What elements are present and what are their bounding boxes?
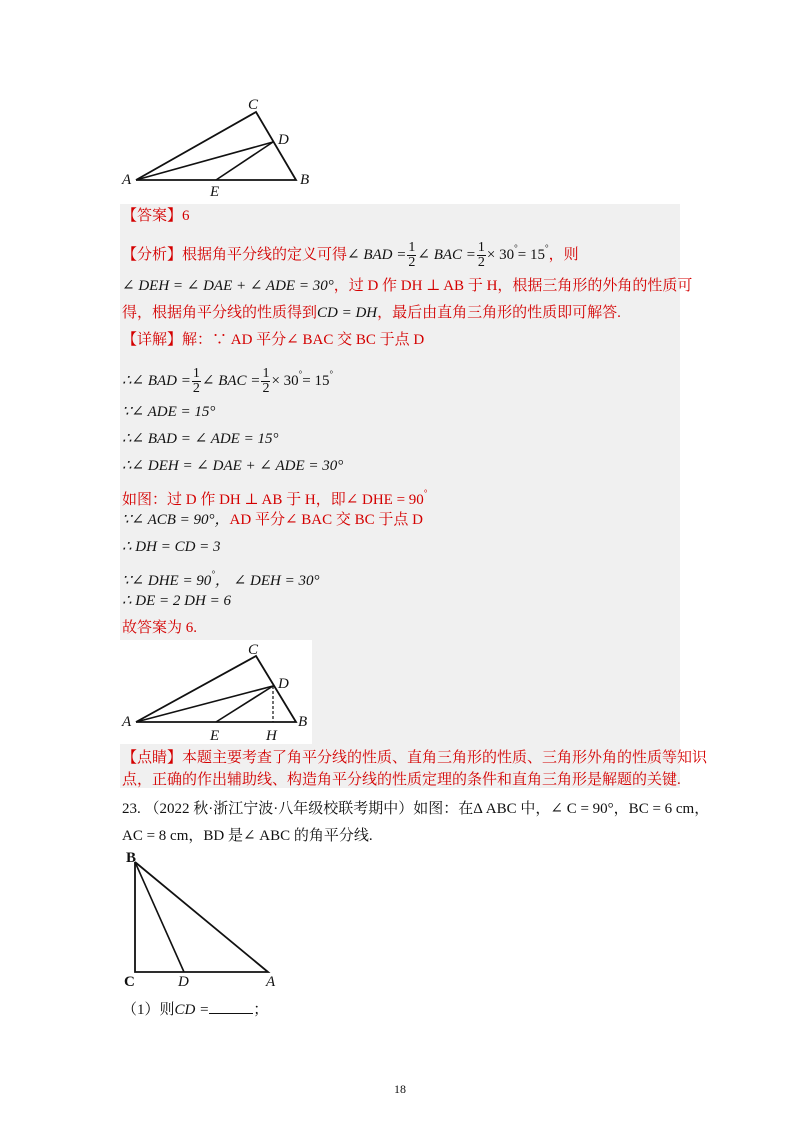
fig1-label-a: A (122, 172, 132, 188)
comment-line-2: 点，正确的作出辅助线、构造角平分线的性质定理的条件和直角三角形是解题的关键. (122, 772, 681, 788)
q23-part1-math: CD = (174, 1002, 210, 1018)
analysis-text-3b: ，最后由直角三角形的性质即可解答. (377, 305, 621, 321)
q23-part1-prefix: （1）则 (122, 1002, 175, 1018)
answer-value: 6 (182, 208, 190, 224)
detail-line-4: ∴∠ BAD = ∠ ADE = 15° (122, 431, 279, 447)
fraction-half: $\frac{1}{2}$ (262, 366, 270, 397)
q23-line-1: 23. （2022 秋·浙江宁波·八年级校联考期中）如图：在Δ ABC 中，∠ C = 90°，BC = 6 cm， (122, 801, 710, 817)
q23-part1-suffix: ； (253, 1002, 269, 1018)
fraction-half: $\frac{1}{2}$ (192, 366, 200, 397)
analysis-line-3 (122, 303, 621, 323)
analysis-line-2 (122, 276, 692, 296)
detail-line-6: 如图：过 D 作 DH ⊥ AB 于 H，即∠ DHE = 90° (122, 488, 428, 508)
detail-math-2c: × 30 (271, 373, 299, 389)
fig2-label-e: E (210, 728, 220, 744)
triangle-figure-2 (120, 640, 312, 744)
analysis-math-2: ∠ DEH = ∠ DAE + ∠ ADE = 30° (122, 278, 334, 294)
fig2-label-b: B (298, 714, 308, 730)
fig2-label-h: H (266, 728, 277, 744)
analysis-math-b: ∠ BAC = (417, 247, 476, 263)
detail-math-2a: ∴∠ BAD = (122, 373, 191, 389)
answer-blank[interactable] (209, 1001, 253, 1014)
analysis-math-a: ∠ BAD = (347, 247, 407, 263)
fig1-label-b: B (300, 172, 310, 188)
analysis-text-3a: 得，根据角平分线的性质得到 (122, 305, 318, 321)
detail-line-10: ∴ DE = 2 DH = 6 (122, 593, 231, 609)
analysis-text-1b: ，则 (548, 247, 579, 263)
analysis-tag: 【分析】 (122, 247, 183, 263)
analysis-line-1: 【分析】根据角平分线的定义可得∠ BAD = $\frac{1}{2}$ ∠ BAC = $\frac{1}{2}$ × 30°= 15°，则 (122, 240, 579, 271)
fraction-half: $\frac{1}{2}$ (408, 240, 416, 271)
answer-tag: 【答案】 (122, 208, 183, 224)
q23-part-1 (122, 1000, 268, 1020)
fig2-label-c: C (248, 642, 259, 658)
fig2-label-a: A (122, 714, 132, 730)
answer-line (122, 206, 190, 226)
comment-text-1: 本题主要考查了角平分线的性质、直角三角形的性质、三角形外角的性质等知识 (182, 750, 708, 766)
fig1-label-c: C (248, 97, 259, 113)
analysis-text-2: ，过 D 作 DH ⊥ AB 于 H，根据三角形的外角的性质可 (333, 278, 693, 294)
analysis-math-3: CD = DH (317, 305, 378, 321)
detail-line-8: ∴ DH = CD = 3 (122, 539, 221, 555)
page-number: 18 (394, 1082, 406, 1096)
comment-line-1 (122, 748, 707, 768)
q23-line-2: AC = 8 cm，BD 是∠ ABC 的角平分线. (122, 828, 373, 844)
detail-math-2b: ∠ BAC = (201, 373, 261, 389)
detail-line-2: ∴∠ BAD = $\frac{1}{2}$ ∠ BAC = $\frac{1}{2}$ × 30°= 15° (122, 366, 334, 397)
triangle-figure-1 (118, 92, 318, 202)
detail-line-1 (122, 330, 424, 350)
fig3-label-d: D (178, 974, 189, 990)
right-triangle-figure-3 (118, 848, 288, 990)
detail-text-7: AD 平分∠ BAC 交 BC 于点 D (229, 512, 423, 528)
detail-line-9: ∵∠ DHE = 90°， ∠ DEH = 30° (122, 569, 320, 589)
detail-line-11: 故答案为 6. (122, 620, 198, 636)
comment-tag: 【点睛】 (122, 750, 183, 766)
detail-math-9a: ∵∠ DHE = 90 (122, 573, 212, 589)
fig1-label-d: D (278, 132, 289, 148)
detail-math-9b: ， ∠ DEH = 30° (214, 573, 320, 589)
fig1-label-e: E (210, 184, 220, 200)
analysis-math-d: = 15 (517, 247, 545, 263)
detail-math-2d: = 15 (302, 373, 330, 389)
fig2-label-d: D (278, 676, 289, 692)
detail-line-5: ∴∠ DEH = ∠ DAE + ∠ ADE = 30° (122, 458, 344, 474)
analysis-text-1: 根据角平分线的定义可得 (182, 247, 348, 263)
detail-math-7: ∵∠ ACB = 90°， (122, 512, 230, 528)
fig3-label-c: C (124, 974, 135, 990)
detail-tag: 【详解】 (122, 332, 183, 348)
detail-text-1: 解：∵ AD 平分∠ BAC 交 BC 于点 D (182, 332, 425, 348)
detail-line-3: ∵∠ ADE = 15° (122, 404, 216, 420)
fig3-label-a: A (266, 974, 276, 990)
fraction-half: $\frac{1}{2}$ (477, 240, 485, 271)
detail-text-6: 如图：过 D 作 DH ⊥ AB 于 H，即∠ DHE = 90 (122, 492, 424, 508)
fig3-label-b: B (126, 850, 137, 866)
analysis-math-c: × 30 (486, 247, 515, 263)
detail-line-7 (122, 510, 423, 530)
